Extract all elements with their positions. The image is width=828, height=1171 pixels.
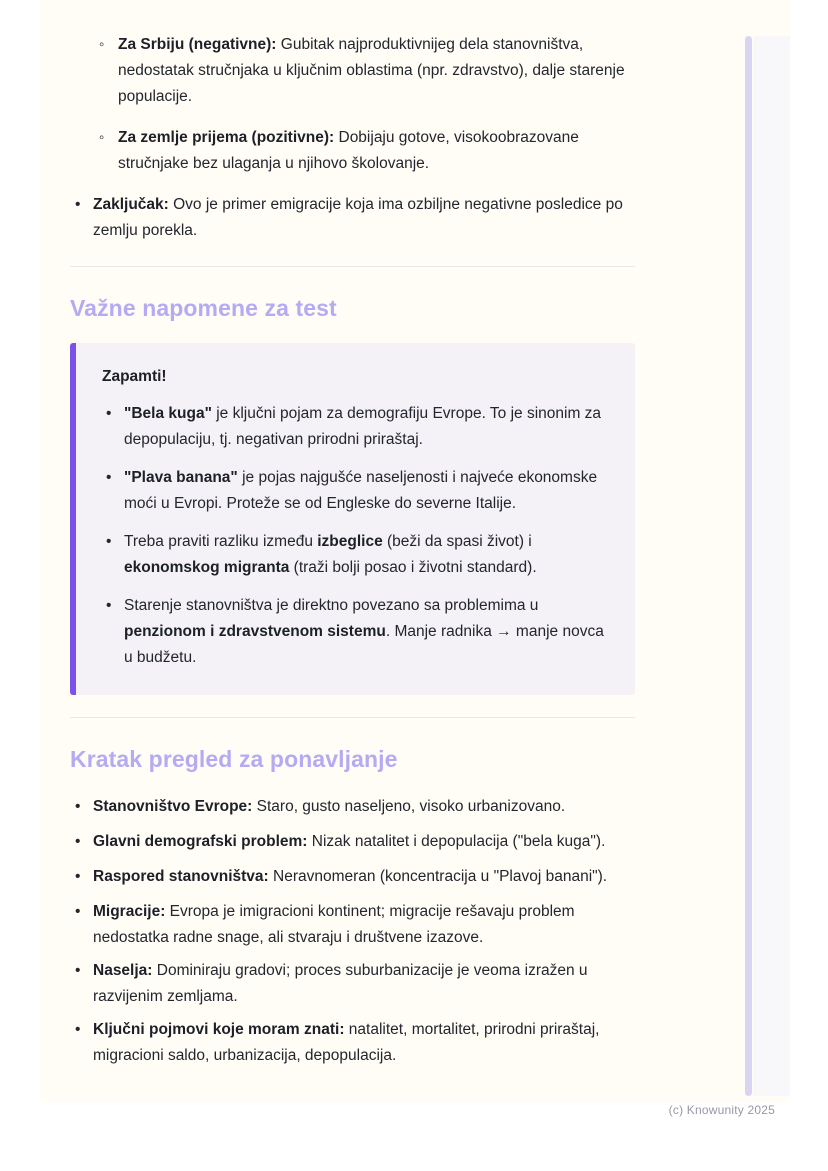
page-right-gutter bbox=[753, 36, 790, 1096]
list-item-serbia-negative: ◦ Za Srbiju (negativne): Gubitak najproduktivnijeg dela stanovništva, nedostatak stručnjaka u ključnim oblastima (npr. zdravstvo), dalje starenje populacije. bbox=[101, 32, 635, 110]
callout-remember-box bbox=[70, 343, 635, 695]
list-item-plava-banana: • "Plava banana" je pojas najgušće naseljenosti i najveće ekonomske moći u Evropi. Proteže se od Engleske do severne Italije. bbox=[102, 465, 609, 517]
callout-title: Zapamti! bbox=[102, 368, 167, 385]
section-title-notes: Važne napomene za test bbox=[70, 295, 337, 321]
list-item-aging-population: • Starenje stanovništva je direktno povezano sa problemima u penzionom i zdravstvenom sistemu. Manje radnika → manje novca u budžetu. bbox=[102, 593, 609, 671]
list-item-bela-kuga: • "Bela kuga" je ključni pojam za demografiju Evrope. To je sinonim za depopulaciju, tj. negativan prirodni priraštaj. bbox=[102, 401, 609, 453]
page-content bbox=[70, 0, 635, 1076]
migration-consequences-sublist bbox=[70, 32, 635, 177]
list-item-key-terms: • Ključni pojmovi koje moram znati: natalitet, mortalitet, prirodni priraštaj, migracioni saldo, urbanizacija, depopulacija. bbox=[70, 1017, 635, 1069]
list-item-migrations: • Migracije: Evropa je imigracioni kontinent; migracije rešavaju problem nedostatka radne snage, ali stvaraju i društvene izazove. bbox=[70, 899, 635, 951]
conclusion-list bbox=[70, 192, 635, 244]
scrollbar-thumb[interactable] bbox=[745, 36, 752, 1096]
copyright-footer: (c) Knowunity 2025 bbox=[668, 1103, 775, 1117]
document-page bbox=[40, 0, 790, 1102]
section-divider bbox=[70, 717, 635, 718]
list-item-distribution: • Raspored stanovništva: Neravnomeran (koncentracija u "Plavoj banani"). bbox=[70, 864, 635, 890]
section-divider bbox=[70, 266, 635, 267]
list-item-settlements: • Naselja: Dominiraju gradovi; proces suburbanizacije je veoma izražen u razvijenim zemljama. bbox=[70, 958, 635, 1010]
review-list bbox=[70, 794, 635, 1069]
callout-list bbox=[102, 401, 609, 671]
list-item-demographic-problem: • Glavni demografski problem: Nizak natalitet i depopulacija ("bela kuga"). bbox=[70, 829, 635, 855]
list-item-receiving-positive: ◦ Za zemlje prijema (pozitivne): Dobijaju gotove, visokoobrazovane stručnjake bez ulaganja u njihovo školovanje. bbox=[101, 125, 635, 177]
section-title-review: Kratak pregled za ponavljanje bbox=[70, 746, 398, 772]
list-item-refugee-vs-migrant: • Treba praviti razliku između izbeglice (beži da spasi život) i ekonomskog migranta (traži bolji posao i životni standard). bbox=[102, 529, 609, 581]
list-item-population: • Stanovništvo Evrope: Staro, gusto naseljeno, visoko urbanizovano. bbox=[70, 794, 635, 820]
list-item-conclusion: • Zaključak: Ovo je primer emigracije koja ima ozbiljne negativne posledice po zemlju porekla. bbox=[70, 192, 635, 244]
